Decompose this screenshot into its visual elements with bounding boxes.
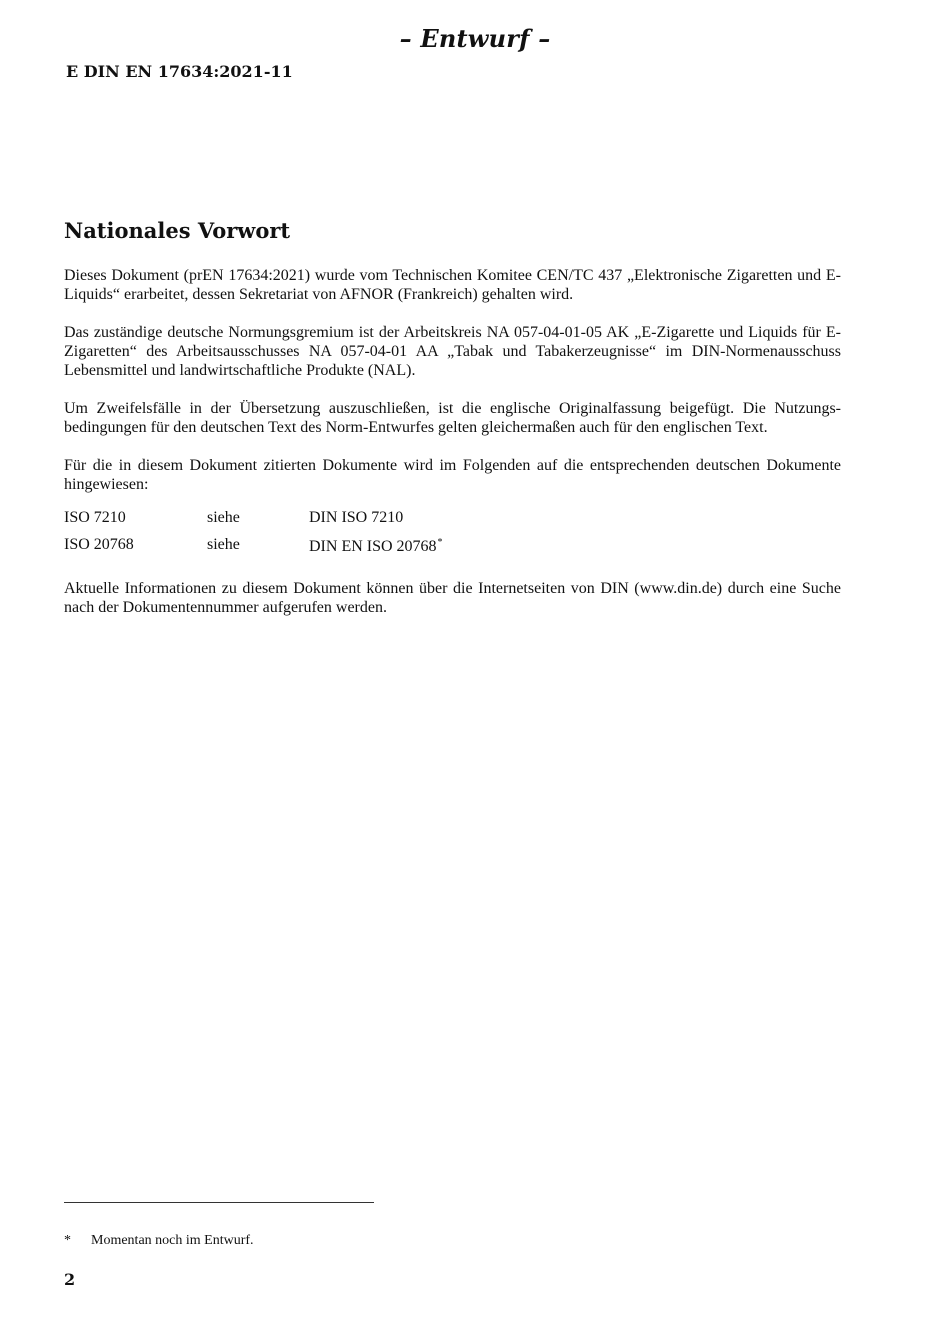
reference-iso: ISO 20768: [64, 536, 134, 553]
reference-relation: siehe: [207, 509, 240, 526]
reference-relation: siehe: [207, 536, 240, 553]
reference-table: [64, 509, 841, 563]
paragraph-references-intro: Für die in diesem Dokument zitierten Dokumente wird im Folgenden auf die entsprechenden deutschen Dokumente hingewiesen:: [64, 457, 841, 493]
paragraph-translation: Um Zweifelsfälle in der Übersetzung auszuschließen, ist die englische Originalfassung beigefügt. Die Nutzungsbedingungen für den deutschen Text des Norm-Entwurfes gelten gleichermaßen auch für den englischen Text.: [64, 400, 841, 436]
paragraph-information: Aktuelle Informationen zu diesem Dokument können über die Internetseiten von DIN (www.din.de) durch eine Suche nach der Dokumentennummer aufgerufen werden.: [64, 580, 841, 616]
document-id: E DIN EN 17634:2021-11: [66, 62, 293, 81]
paragraph-committee: Dieses Dokument (prEN 17634:2021) wurde vom Technischen Komitee CEN/TC 437 „Elektronische Zigaretten und E-Liquids“ erarbeitet, dessen Sekretariat von AFNOR (Frankreich) gehalten wird.: [64, 267, 841, 303]
reference-iso: ISO 7210: [64, 509, 126, 526]
reference-din-cell: [309, 509, 841, 536]
footnote: [64, 1232, 254, 1250]
section-title: Nationales Vorwort: [64, 218, 291, 243]
paragraph-national-body: Das zuständige deutsche Normungsgremium ist der Arbeitskreis NA 057-04-01-05 AK „E-Zigarette und Liquids für E-Zigaretten“ des Arbeitsausschusses NA 057-04-01 AA „Tabak und Tabakerzeugnisse“ im DIN-Normenausschuss Lebensmittel und landwirtschaftliche Produkte (NAL).: [64, 324, 841, 379]
footnote-text: Momentan noch im Entwurf.: [91, 1233, 254, 1248]
reference-din: DIN ISO 7210: [309, 509, 404, 526]
table-row: [64, 536, 841, 563]
reference-din: DIN EN ISO 20768: [309, 538, 437, 555]
footnote-mark: *: [64, 1233, 71, 1248]
table-row: [64, 509, 841, 536]
page-number: 2: [64, 1270, 76, 1289]
reference-din-cell: [309, 536, 841, 563]
draft-watermark: – Entwurf –: [399, 24, 551, 53]
footnote-divider: [64, 1202, 374, 1203]
main-content: [64, 216, 841, 636]
footnote-reference-mark: *: [437, 537, 443, 548]
